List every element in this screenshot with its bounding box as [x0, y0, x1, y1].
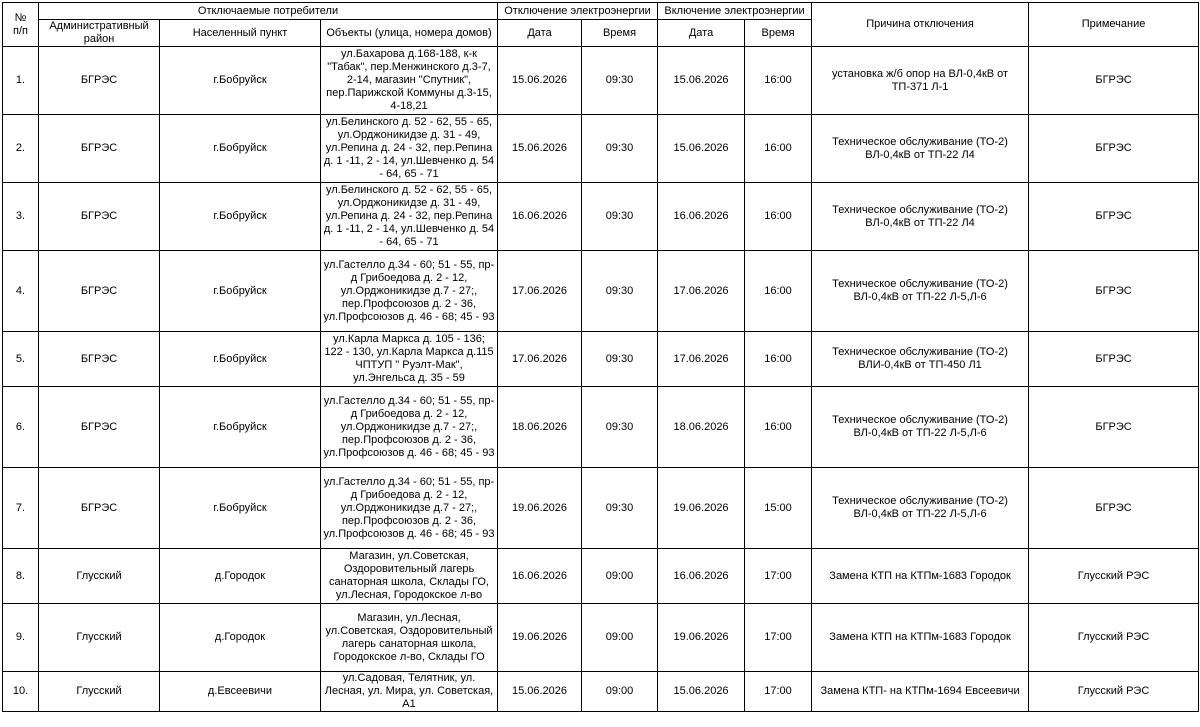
- row-off-date: 18.06.2026: [498, 387, 582, 468]
- row-district: БГРЭС: [39, 115, 160, 183]
- row-note: БГРЭС: [1029, 332, 1199, 387]
- header-off-time: Время: [582, 20, 658, 47]
- header-locality: Населенный пункт: [160, 20, 321, 47]
- table-row: [3, 251, 1199, 332]
- row-on-time: 16:00: [745, 387, 812, 468]
- table-row: [3, 115, 1199, 183]
- header-consumers-group: Отключаемые потребители: [39, 3, 498, 20]
- row-locality: г.Бобруйск: [160, 332, 321, 387]
- row-locality: д.Городок: [160, 604, 321, 672]
- header-row-top: [3, 3, 1199, 20]
- header-on-time: Время: [745, 20, 812, 47]
- row-on-time: 16:00: [745, 115, 812, 183]
- row-on-date: 16.06.2026: [658, 549, 745, 604]
- table-row: [3, 47, 1199, 115]
- row-number: 8.: [3, 549, 39, 604]
- row-locality: г.Бобруйск: [160, 387, 321, 468]
- row-locality: г.Бобруйск: [160, 115, 321, 183]
- row-on-time: 16:00: [745, 47, 812, 115]
- row-off-time: 09:30: [582, 115, 658, 183]
- row-on-date: 16.06.2026: [658, 183, 745, 251]
- table-row: [3, 183, 1199, 251]
- table-row: [3, 672, 1199, 712]
- row-locality: д.Евсеевичи: [160, 672, 321, 712]
- row-on-time: 16:00: [745, 251, 812, 332]
- row-off-time: 09:30: [582, 251, 658, 332]
- table-row: [3, 549, 1199, 604]
- row-off-time: 09:30: [582, 332, 658, 387]
- row-note: БГРЭС: [1029, 468, 1199, 549]
- header-power-on: Включение электроэнергии: [658, 3, 812, 20]
- row-district: Глусский: [39, 549, 160, 604]
- row-number: 9.: [3, 604, 39, 672]
- row-on-time: 15:00: [745, 468, 812, 549]
- header-off-date: Дата: [498, 20, 582, 47]
- row-objects: ул.Карла Маркса д. 105 - 136; 122 - 130, ул.Карла Маркса д.115 ЧПТУП " Руэлт-Мак", ул.Энгельса д. 35 - 59: [321, 332, 498, 387]
- header-on-date: Дата: [658, 20, 745, 47]
- row-on-date: 18.06.2026: [658, 387, 745, 468]
- row-district: БГРЭС: [39, 251, 160, 332]
- row-reason: Техническое обслуживание (ТО-2) ВЛ-0,4кВ от ТП-22 Л4: [812, 115, 1029, 183]
- row-objects: ул.Гастелло д.34 - 60; 51 - 55, пр-д Грибоедова д. 2 - 12, ул.Орджоникидзе д.7 - 27;, пер.Профсоюзов д. 2 - 36, ул.Профсоюзов д. 46 - 68; 45 - 93: [321, 387, 498, 468]
- row-off-date: 17.06.2026: [498, 251, 582, 332]
- row-off-time: 09:30: [582, 387, 658, 468]
- row-off-time: 09:00: [582, 549, 658, 604]
- row-number: 2.: [3, 115, 39, 183]
- row-on-time: 16:00: [745, 332, 812, 387]
- row-objects: ул.Белинского д. 52 - 62, 55 - 65, ул.Орджоникидзе д. 31 - 49, ул.Репина д. 24 - 32, пер.Репина д. 1 -11, 2 - 14, ул.Шевченко д. 54 - 64, 65 - 71: [321, 183, 498, 251]
- row-district: БГРЭС: [39, 468, 160, 549]
- row-objects: ул.Гастелло д.34 - 60; 51 - 55, пр-д Грибоедова д. 2 - 12, ул.Орджоникидзе д.7 - 27;, пер.Профсоюзов д. 2 - 36, ул.Профсоюзов д. 46 - 68; 45 - 93: [321, 468, 498, 549]
- row-number: 4.: [3, 251, 39, 332]
- row-number: 7.: [3, 468, 39, 549]
- row-on-time: 16:00: [745, 183, 812, 251]
- row-off-date: 19.06.2026: [498, 604, 582, 672]
- row-number: 6.: [3, 387, 39, 468]
- row-off-time: 09:00: [582, 604, 658, 672]
- header-objects: Объекты (улица, номера домов): [321, 20, 498, 47]
- row-off-date: 17.06.2026: [498, 332, 582, 387]
- row-district: БГРЭС: [39, 332, 160, 387]
- row-on-date: 15.06.2026: [658, 672, 745, 712]
- header-power-off: Отключение электроэнергии: [498, 3, 658, 20]
- row-objects: ул.Бахарова д.168-188, к-к "Табак", пер.Менжинского д.3-7, 2-14, магазин "Спутник", пер.Парижской Коммуны д.3-15, 4-18,21: [321, 47, 498, 115]
- header-number: № п/п: [3, 3, 39, 47]
- row-objects: ул.Белинского д. 52 - 62, 55 - 65, ул.Орджоникидзе д. 31 - 49, ул.Репина д. 24 - 32, пер.Репина д. 1 -11, 2 - 14, ул.Шевченко д. 54 - 64, 65 - 71: [321, 115, 498, 183]
- row-reason: Техническое обслуживание (ТО-2) ВЛИ-0,4кВ от ТП-450 Л1: [812, 332, 1029, 387]
- row-district: БГРЭС: [39, 47, 160, 115]
- row-on-time: 17:00: [745, 672, 812, 712]
- header-district: Административный район: [39, 20, 160, 47]
- row-on-date: 19.06.2026: [658, 468, 745, 549]
- row-note: Глусский РЭС: [1029, 604, 1199, 672]
- table-row: [3, 387, 1199, 468]
- row-district: БГРЭС: [39, 183, 160, 251]
- row-off-time: 09:30: [582, 468, 658, 549]
- row-note: Глусский РЭС: [1029, 549, 1199, 604]
- row-note: Глусский РЭС: [1029, 672, 1199, 712]
- row-off-time: 09:00: [582, 672, 658, 712]
- row-note: БГРЭС: [1029, 183, 1199, 251]
- row-district: Глусский: [39, 672, 160, 712]
- row-off-date: 19.06.2026: [498, 468, 582, 549]
- row-objects: ул.Садовая, Телятник, ул. Лесная, ул. Мира, ул. Советская, А1: [321, 672, 498, 712]
- row-off-date: 15.06.2026: [498, 115, 582, 183]
- table-row: [3, 468, 1199, 549]
- row-reason: Техническое обслуживание (ТО-2) ВЛ-0,4кВ от ТП-22 Л-5,Л-6: [812, 468, 1029, 549]
- row-reason: Техническое обслуживание (ТО-2) ВЛ-0,4кВ от ТП-22 Л-5,Л-6: [812, 251, 1029, 332]
- row-on-date: 19.06.2026: [658, 604, 745, 672]
- row-reason: Замена КТП на КТПм-1683 Городок: [812, 604, 1029, 672]
- row-off-date: 16.06.2026: [498, 549, 582, 604]
- row-number: 5.: [3, 332, 39, 387]
- row-on-date: 15.06.2026: [658, 47, 745, 115]
- row-reason: установка ж/б опор на ВЛ-0,4кВ от ТП-371 Л-1: [812, 47, 1029, 115]
- header-note: Примечание: [1029, 3, 1199, 47]
- row-district: Глусский: [39, 604, 160, 672]
- row-note: БГРЭС: [1029, 387, 1199, 468]
- row-objects: Магазин, ул.Советская, Оздоровительный лагерь санаторная школа, Склады ГО, ул.Лесная, Городокское л-во: [321, 549, 498, 604]
- row-reason: Замена КТП- на КТПм-1694 Евсеевичи: [812, 672, 1029, 712]
- row-note: БГРЭС: [1029, 115, 1199, 183]
- row-on-time: 17:00: [745, 604, 812, 672]
- row-objects: Магазин, ул.Лесная, ул.Советская, Оздоровительный лагерь санаторная школа, Городокское л-во, Склады ГО: [321, 604, 498, 672]
- row-district: БГРЭС: [39, 387, 160, 468]
- row-off-date: 16.06.2026: [498, 183, 582, 251]
- row-locality: г.Бобруйск: [160, 47, 321, 115]
- row-locality: г.Бобруйск: [160, 468, 321, 549]
- row-reason: Техническое обслуживание (ТО-2) ВЛ-0,4кВ от ТП-22 Л-5,Л-6: [812, 387, 1029, 468]
- table-row: [3, 332, 1199, 387]
- row-reason: Техническое обслуживание (ТО-2) ВЛ-0,4кВ от ТП-22 Л4: [812, 183, 1029, 251]
- row-locality: г.Бобруйск: [160, 251, 321, 332]
- outage-schedule-table: [2, 2, 1199, 712]
- row-note: БГРЭС: [1029, 251, 1199, 332]
- row-number: 1.: [3, 47, 39, 115]
- row-number: 3.: [3, 183, 39, 251]
- row-on-date: 17.06.2026: [658, 332, 745, 387]
- row-on-time: 17:00: [745, 549, 812, 604]
- row-objects: ул.Гастелло д.34 - 60; 51 - 55, пр-д Грибоедова д. 2 - 12, ул.Орджоникидзе д.7 - 27;, пер.Профсоюзов д. 2 - 36, ул.Профсоюзов д. 46 - 68; 45 - 93: [321, 251, 498, 332]
- row-off-date: 15.06.2026: [498, 672, 582, 712]
- row-off-time: 09:30: [582, 183, 658, 251]
- row-note: БГРЭС: [1029, 47, 1199, 115]
- row-on-date: 17.06.2026: [658, 251, 745, 332]
- row-off-time: 09:30: [582, 47, 658, 115]
- row-locality: г.Бобруйск: [160, 183, 321, 251]
- row-reason: Замена КТП на КТПм-1683 Городок: [812, 549, 1029, 604]
- row-off-date: 15.06.2026: [498, 47, 582, 115]
- row-number: 10.: [3, 672, 39, 712]
- row-on-date: 15.06.2026: [658, 115, 745, 183]
- row-locality: д.Городок: [160, 549, 321, 604]
- table-row: [3, 604, 1199, 672]
- header-reason: Причина отключения: [812, 3, 1029, 47]
